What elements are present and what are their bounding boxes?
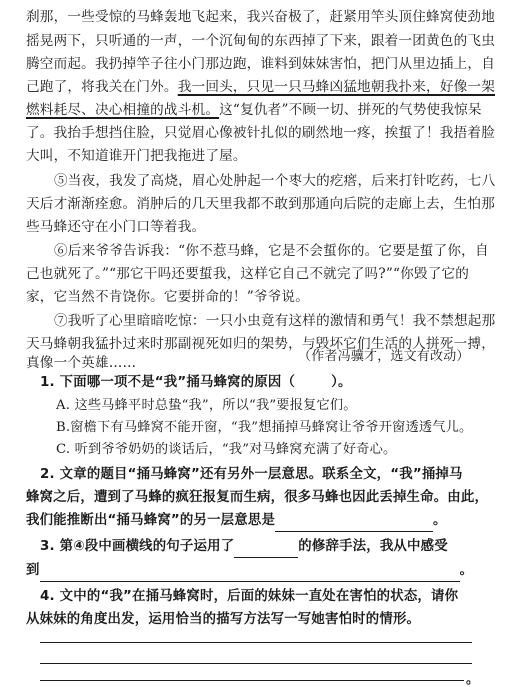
passage-line: 真像一个英雄…… xyxy=(26,355,137,371)
question-3-text: 到 xyxy=(26,563,40,578)
passage-line: 己也就死了。”“那它干吗还要蜇我，这样它自己不就完了吗?”“你毁了它的 xyxy=(26,266,470,282)
passage-line: 腾空而起。我扔掉竿子往小门那边跑，谁料到妹妹害怕，把门从里边插上，自 xyxy=(26,56,495,72)
passage-line: ⑦我听了心里暗暗吃惊：一只小虫竟有这样的激情和勇气！我不禁想起那 xyxy=(54,313,496,329)
question-1-answer-blank[interactable] xyxy=(295,378,331,394)
question-3-text: 3. 第④段中画横线的句子运用了 xyxy=(40,539,235,554)
question-1-stem xyxy=(40,372,352,394)
underlined-sentence: 燃料耗尽、决心相撞的战斗机。 xyxy=(26,102,220,118)
question-1-text: 1. 下面哪一项不是“我”捅马蜂窝的原因（ xyxy=(40,375,296,390)
passage-text: 己跑了，将我关在门外。 xyxy=(26,79,178,95)
question-2-text-end: 。 xyxy=(433,513,447,528)
question-2-line: 2. 文章的题目“捅马蜂窝”还有另外一层意思。联系全文，“我”捅掉马 xyxy=(40,467,463,482)
underlined-sentence: 我一回头，只见一只马蜂凶猛地朝我扑来，好像一架 xyxy=(177,79,495,95)
passage-line: 刹那，一些受惊的马蜂轰地飞起来，我兴奋极了，赶紧用竿头顶住蜂窝使劲地 xyxy=(26,9,495,25)
question-3-feeling-blank[interactable] xyxy=(40,565,460,582)
question-2-line: 蜂窝之后，遭到了马蜂的疯狂报复而生病，很多马蜂也因此丢掉生命。由此， xyxy=(26,490,489,505)
passage-line: 些马蜂还守在小门口等着我。 xyxy=(26,219,206,235)
question-3-line xyxy=(40,536,448,558)
question-3-line xyxy=(26,560,473,582)
question-3-text-mid: 的修辞手法，我从中感受 xyxy=(298,539,448,554)
passage-line: ⑤当夜，我发了高烧，眉心处肿起一个枣大的疙瘩，后来打针吃药，七八 xyxy=(54,173,496,189)
question-3-text-end: 。 xyxy=(459,563,474,578)
question-1-text-end: ）。 xyxy=(331,375,352,390)
question-4-line: 4. 文中的“我”在捅马蜂窝时，后面的妹妹一直处在害怕的状态，请你 xyxy=(40,589,459,604)
passage-line: 摇晃两下，只听通的一声，一个沉甸甸的东西掉了下来，跟着一团黄色的飞虫 xyxy=(26,33,495,49)
question-4-answer-line[interactable] xyxy=(40,642,472,643)
passage-line: 家，它当然不肯饶你。它要拼命的！”爷爷说。 xyxy=(26,289,310,305)
question-1-option-a: A. 这些马蜂平时总蛰“我”，所以“我”要报复它们。 xyxy=(56,398,357,413)
source-note: （作者冯骥才，选文有改动） xyxy=(298,349,470,364)
question-4-answer-line[interactable] xyxy=(40,680,464,681)
passage-line: 天马蜂朝我猛扑过来时那副视死如归的架势，与毁坏它们生活的人拼死一搏， xyxy=(26,336,495,352)
passage-line xyxy=(26,99,482,121)
question-1-option-c: C. 听到爷爷奶奶的谈话后，“我”对马蜂窝充满了好奇心。 xyxy=(56,442,397,457)
question-1-option-b: B.窗檐下有马蜂窝不能开窗，“我”想捅掉马蜂窝让爷爷开窗透透气儿。 xyxy=(56,420,473,435)
question-3-rhetoric-blank[interactable] xyxy=(234,541,298,558)
question-4-line: 从妹妹的角度出发，运用恰当的描写方法写一写她害怕时的情形。 xyxy=(26,612,421,627)
passage-line: 了。我抬手想挡住脸，只觉眉心像被针扎似的刷然地一疼，挨蜇了！我捂着脸 xyxy=(26,125,495,141)
question-2-answer-blank[interactable] xyxy=(275,515,433,532)
passage-line: ⑥后来爷爷告诉我：“你不惹马蜂，它是不会蜇你的。它要是蜇了你，自 xyxy=(54,243,489,259)
passage-text: 这“复仇者”不顾一切、拼死的气势使我惊呆 xyxy=(219,102,482,118)
question-2-text: 我们能推断出“捅马蜂窝”的另一层意思是 xyxy=(26,513,276,528)
passage-line: 天后才渐渐痊愈。消肿后的几天里我都不敢到那通向后院的走廊上去，生怕那 xyxy=(26,196,495,212)
passage-line xyxy=(26,76,495,98)
passage-line: 大叫，不知道谁开门把我拖进了屋。 xyxy=(26,148,247,164)
question-2-line xyxy=(26,510,447,532)
question-4-end-mark: 。 xyxy=(466,672,480,687)
question-4-answer-line[interactable] xyxy=(40,663,472,664)
